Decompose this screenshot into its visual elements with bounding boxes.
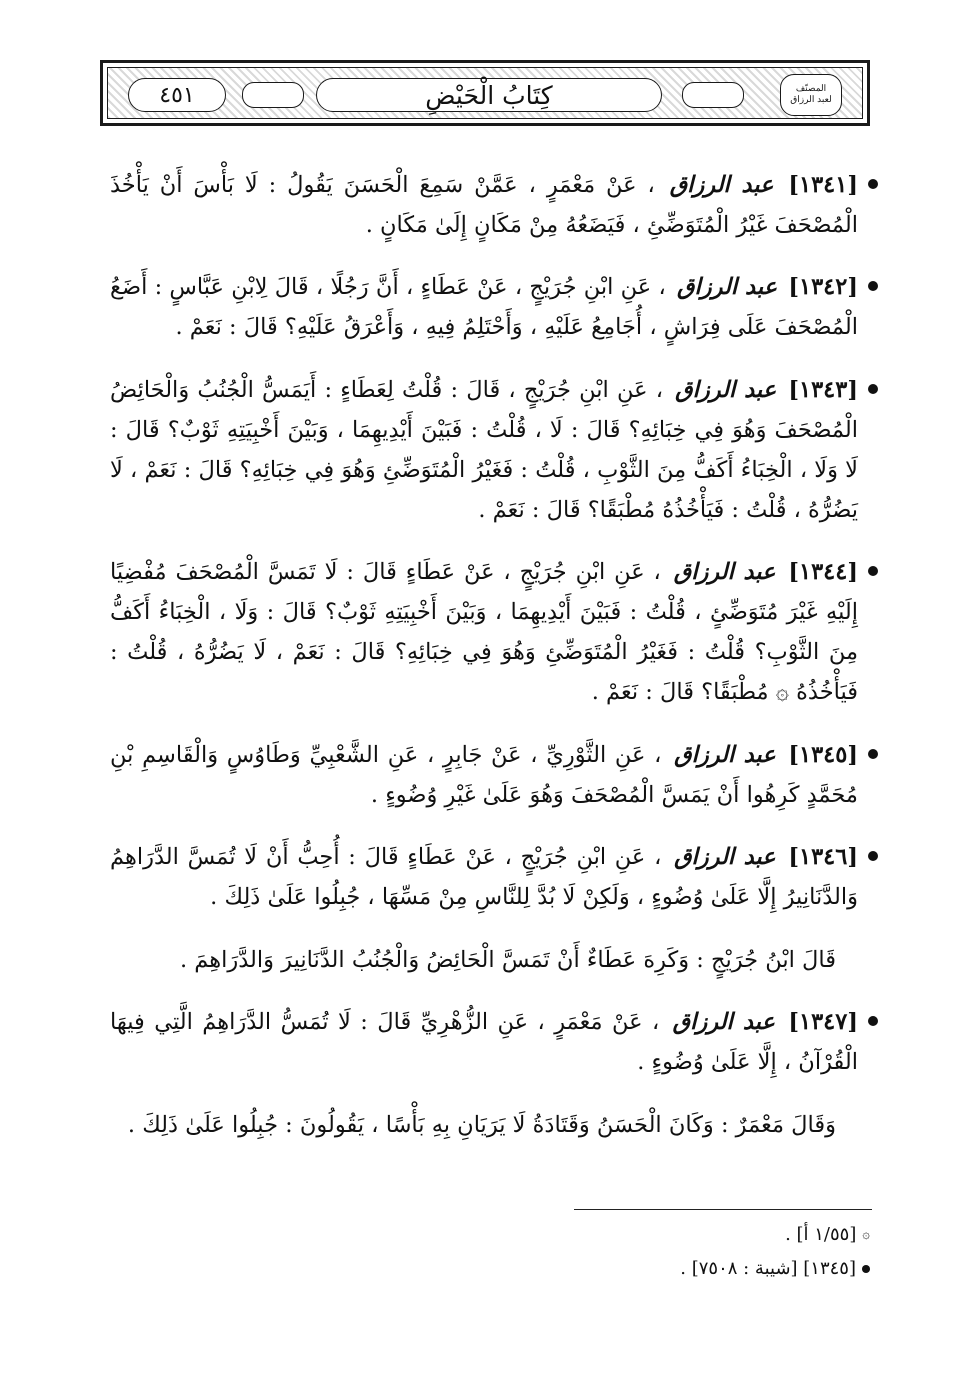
footnotes <box>400 1218 870 1286</box>
hadith-text: ، عَنِ ابْنِ جُرَيْجٍ ، عَنْ عَطَاءٍ قَالَ : لَا تَمَسَّ الْمُصْحَفَ مُفْضِيًا إِلَيْهِ غَيْرَ مُتَوَضِّئٍ ، قُلْتُ : فَبَيْنَ أَيْدِيهِمَا ، وَبَيْنَ أَخْبِيَتِهِ ثَوْبٌ؟ قَالَ : وَلَا ، الْخِبَاءُ أَكَفُّ مِنَ الثَّوْبِ؟ قُلْتُ : فَغَيْرُ الْمُتَوَضِّئِ وَهُوَ فِي خِبَائِهِ؟ قَالَ : نَعَمْ ، لَا يَضُرُّهُ ، قُلْتُ : فَيَأْخُذُهُ ۞ مُطْبَقًا؟ قَالَ : نَعَمْ . <box>110 559 858 705</box>
commentary-text: قَالَ ابْنُ جُرَيْجٍ : وَكَرِهَ عَطَاءٌ أَنْ تَمَسَّ الْحَائِضُ وَالْجُنُبُ الدَّنَانِيرَ وَالدَّرَاهِمَ . <box>179 946 836 973</box>
hadith-entry-1342 <box>110 267 880 347</box>
hadith-text: ، عَنِ ابْنِ جُرَيْجٍ ، عَنْ عَطَاءٍ ، أَنَّ رَجُلًا ، قَالَ لِابْنِ عَبَّاسٍ : أَضَعُ الْمُصْحَفَ عَلَى فِرَاشٍ ، أُجَامِعُ عَلَيْهِ ، وَأَحْتَلِمُ فِيهِ ، وَأَعْرَقُ عَلَيْهِ؟ قَالَ : نَعَمْ . <box>110 274 858 340</box>
narrator-name: عبد الرزاق <box>675 376 777 403</box>
entry-bullet <box>868 749 878 759</box>
footnote-text: [١٣٤٥] [شيبة : ٧٥٠٨] . <box>680 1258 856 1279</box>
hadith-number: [١٣٤٦] <box>788 844 858 870</box>
entry-bullet <box>868 384 878 394</box>
hadith-entry-1345 <box>110 735 880 815</box>
hadith-text: ، عَنِ ابْنِ جُرَيْجٍ ، قَالَ : قُلْتُ لِعَطَاءٍ : أَيَمَسُّ الْجُنُبُ وَالْحَائِضُ الْمُصْحَفَ وَهُوَ فِي خِبَائِهِ؟ قَالَ : لَا ، قُلْتُ : فَبَيْنَ أَيْدِيهِمَا ، وَبَيْنَ أَخْبِيَتِهِ ثَوْبٌ؟ قَالَ : لَا وَلَا ، الْخِبَاءُ أَكَفُّ مِنَ الثَّوْبِ ، قُلْتُ : فَغَيْرُ الْمُتَوَضِّئِ وَهُوَ فِي خِبَائِهِ؟ قَالَ : نَعَمْ ، لَا يَضُرُّهُ ، قُلْتُ : فَيَأْخُذُهُ مُطْبَقًا؟ قَالَ : نَعَمْ . <box>110 376 858 523</box>
footnote-mark: ۞ <box>862 1227 870 1242</box>
hadith-entry-1346 <box>110 837 880 917</box>
hadith-number: [١٣٤٢] <box>788 274 858 300</box>
entry-bullet <box>868 179 878 189</box>
logo-line-2: لعبد الرزاق <box>790 95 832 105</box>
main-text <box>110 142 880 1157</box>
entry-bullet <box>868 1016 878 1026</box>
hadith-text: ، عَنِ ابْنِ جُرَيْجٍ ، عَنْ عَطَاءٍ قَالَ : أُحِبُّ أَنْ لَا تُمَسَّ الدَّرَاهِمُ وَالدَّنَانِيرُ إِلَّا عَلَىٰ وُضُوءٍ ، وَلَكِنْ لَا بُدَّ لِلنَّاسِ مِنْ مَسِّهَا ، جُبِلُوا عَلَىٰ ذَلِكَ . <box>110 844 858 910</box>
footnote-bullet <box>862 1265 870 1273</box>
narrator-name: عبد الرزاق <box>669 171 774 198</box>
commentary-mamar <box>110 1105 880 1145</box>
page-number: ٤٥١ <box>128 78 226 112</box>
hadith-entry-1341 <box>110 165 880 245</box>
logo-line-1: المصنّف <box>795 84 827 94</box>
hadith-text: ، عَنِ الثَّوْرِيِّ ، عَنْ جَابِرٍ ، عَنِ الشَّعْبِيِّ وَطَاوُسٍ وَالْقَاسِمِ بْنِ مُحَمَّدٍ كَرِهُوا أَنْ يَمَسَّ الْمُصْحَفَ وَهُوَ عَلَىٰ غَيْرِ وُضُوءٍ . <box>110 741 858 808</box>
entry-bullet <box>868 566 878 576</box>
hadith-entry-1344 <box>110 552 880 712</box>
commentary-ibn-jurayj <box>110 940 880 980</box>
hadith-number: [١٣٤٤] <box>788 559 858 585</box>
hadith-number: [١٣٤١] <box>788 171 858 198</box>
commentary-text: وَقَالَ مَعْمَرٌ : وَكَانَ الْحَسَنُ وَقَتَادَةُ لَا يَرَيَانِ بِهِ بَأْسًا ، يَقُولُونَ : جُبِلُوا عَلَىٰ ذَلِكَ . <box>127 1111 836 1138</box>
footnote-manuscript <box>400 1218 870 1252</box>
hadith-text: ، عَنْ مَعْمَرٍ ، عَمَّنْ سَمِعَ الْحَسَنَ يَقُولُ : لَا بَأْسَ أَنْ يَأْخُذَ الْمُصْحَفَ غَيْرُ الْمُتَوَضِّئِ ، فَيَضَعُهُ مِنْ مَكَانٍ إِلَىٰ مَكَانٍ . <box>110 171 858 238</box>
hadith-number: [١٣٤٣] <box>788 376 858 403</box>
ornament-right <box>682 82 744 108</box>
hadith-number: [١٣٤٧] <box>788 1009 858 1035</box>
entry-bullet <box>868 851 878 861</box>
page-header <box>100 60 870 126</box>
header-ornament-band <box>107 67 863 119</box>
chapter-title: كِتَابُ الْحَيْضِ <box>316 78 662 112</box>
book-logo-emblem <box>780 74 842 116</box>
hadith-number: [١٣٤٥] <box>788 741 858 768</box>
footnote-reference <box>400 1252 870 1286</box>
narrator-name: عبد الرزاق <box>677 274 778 300</box>
narrator-name: عبد الرزاق <box>674 844 776 870</box>
narrator-name: عبد الرزاق <box>672 1009 775 1035</box>
entry-bullet <box>868 281 878 291</box>
narrator-name: عبد الرزاق <box>673 559 776 585</box>
footnote-separator <box>574 1209 872 1210</box>
hadith-entry-1347 <box>110 1002 880 1082</box>
ornament-left <box>242 82 304 108</box>
hadith-entry-1343 <box>110 370 880 530</box>
footnote-text: [١/٥٥ أ] . <box>785 1224 857 1245</box>
hadith-text: ، عَنْ مَعْمَرٍ ، عَنِ الزُّهْرِيِّ قَالَ : لَا تُمَسُّ الدَّرَاهِمُ الَّتِي فِيهَا الْقُرْآنُ ، إِلَّا عَلَىٰ وُضُوءٍ . <box>110 1009 858 1075</box>
narrator-name: عبد الرزاق <box>674 741 776 768</box>
